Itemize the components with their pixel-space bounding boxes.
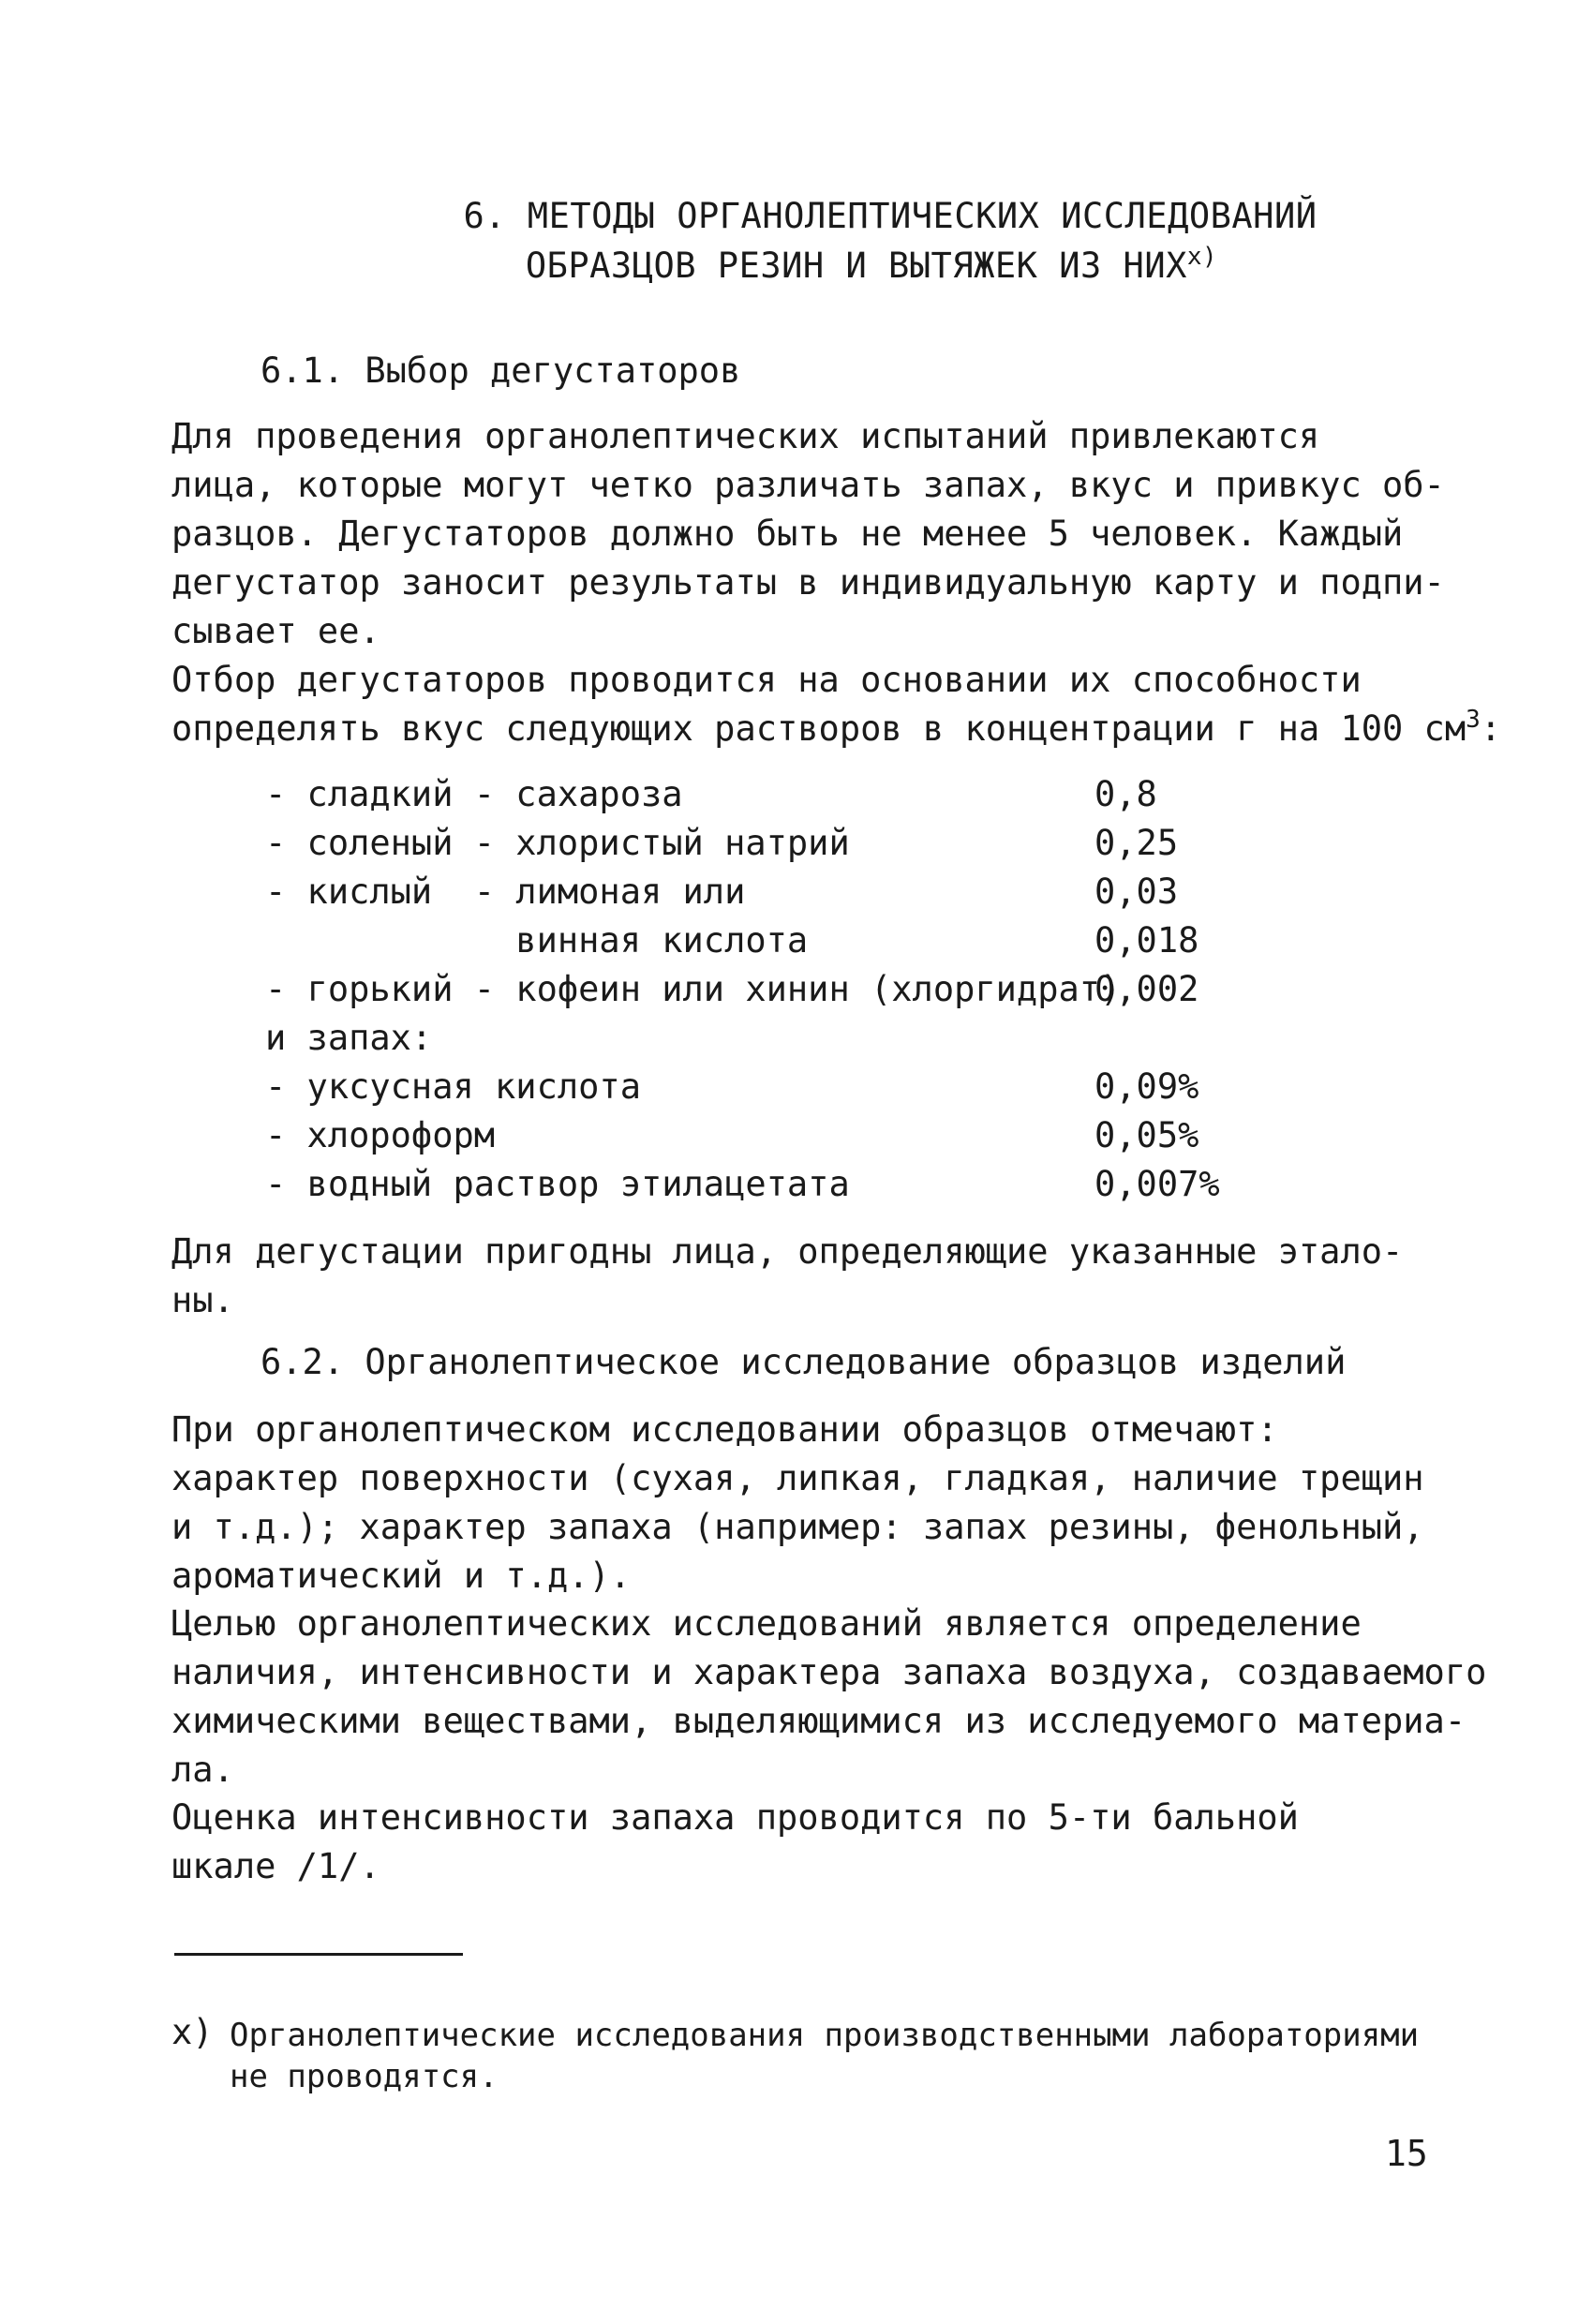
list-item — [265, 1111, 1202, 1160]
footnote-text: Органолептические исследования производственными лабораториями не проводятся. — [230, 2017, 1420, 2095]
list-item — [265, 1063, 1202, 1111]
list-item-value: 0,09% — [1094, 1066, 1199, 1107]
section-title-line1-text: 6. МЕТОДЫ ОРГАНОЛЕПТИЧЕСКИХ ИССЛЕДОВАНИЙ — [463, 196, 1318, 236]
paragraph-suitable-tasters: Для дегустации пригодны лица, определяющие указанные этало- ны. — [171, 1231, 1404, 1320]
list-item-name: - соленый - хлористый натрий — [265, 823, 850, 863]
list-item — [265, 1160, 1220, 1209]
list-item-value: 0,25 — [1094, 823, 1179, 863]
superscript-cubed: 3 — [1466, 706, 1481, 734]
paragraph-surface-smell: При органолептическом исследовании образцов отмечают: характер поверхности (сухая, липкая, гладкая, наличие трещин и т.д.); характер запаха (например: запах резины, фенольный, ароматический и т.д.). — [171, 1409, 1424, 1596]
list-item-value: 0,007% — [1094, 1164, 1220, 1204]
paragraph-taster-selection-line2: определять вкус следующих растворов в концентрации г на 100 см — [171, 708, 1466, 749]
list-item-name: - уксусная кислота — [265, 1066, 641, 1107]
paragraph-taster-selection — [171, 656, 1501, 753]
section-title-line1 — [94, 192, 1593, 241]
section-title-line2-text: ОБРАЗЦОВ РЕЗИН И ВЫТЯЖЕК ИЗ НИХ — [525, 246, 1187, 286]
concentration-list — [265, 770, 1220, 1209]
footnote-divider — [174, 1953, 463, 1956]
list-item-value: 0,002 — [1094, 969, 1199, 1009]
list-item-name: и запах: — [265, 1018, 433, 1058]
paragraph-tasters: Для проведения органолептических испытаний привлекаются лица, которые могут четко различать запах, вкус и привкус об- разцов. Дегустаторов должно быть не менее 5 человек. Каждый дегустатор заносит результаты в индивидуальную карту и подпи- сывает ее. — [171, 416, 1445, 651]
list-item-name: - хлороформ — [265, 1115, 496, 1155]
list-item — [265, 1014, 1202, 1063]
list-item-name: - сладкий - сахароза — [265, 774, 683, 814]
section-title-footnote-mark: х) — [1186, 243, 1218, 271]
section-title-line2 — [75, 242, 1593, 290]
subsection-title-6-1: 6.1. Выбор дегустаторов — [261, 350, 741, 391]
footnote-mark: х) — [171, 2012, 214, 2052]
list-item — [265, 916, 1202, 965]
list-item-name: - водный раствор этилацетата — [265, 1164, 850, 1204]
list-item-value: 0,018 — [1094, 920, 1199, 961]
list-item — [265, 965, 1202, 1014]
list-item — [265, 770, 1202, 819]
list-item — [265, 819, 1202, 868]
subsection-title-6-2: 6.2. Органолептическое исследование образцов изделий — [261, 1342, 1347, 1382]
paragraph-intensity-scale: Оценка интенсивности запаха проводится по 5-ти бальной шкале /1/. — [171, 1797, 1299, 1886]
page-number: 15 — [1385, 2133, 1428, 2174]
list-item-value: 0,05% — [1094, 1115, 1199, 1155]
paragraph-taster-selection-line1: Отбор дегустаторов проводится на основании их способности — [171, 660, 1362, 700]
list-item-value: 0,8 — [1094, 774, 1157, 814]
paragraph-goal: Целью органолептических исследований является определение наличия, интенсивности и характера запаха воздуха, создаваемого химическими веществами, выделяющимися из исследуемого материа- ла. — [171, 1603, 1487, 1790]
list-item — [265, 868, 1202, 916]
paragraph-taster-selection-colon: : — [1480, 708, 1502, 749]
list-item-name: - кислый - лимоная или — [265, 872, 746, 912]
list-item-name: - горький - кофеин или хинин (хлоргидрат) — [265, 969, 1122, 1009]
list-item-value: 0,03 — [1094, 872, 1179, 912]
list-item-name: винная кислота — [265, 920, 809, 961]
